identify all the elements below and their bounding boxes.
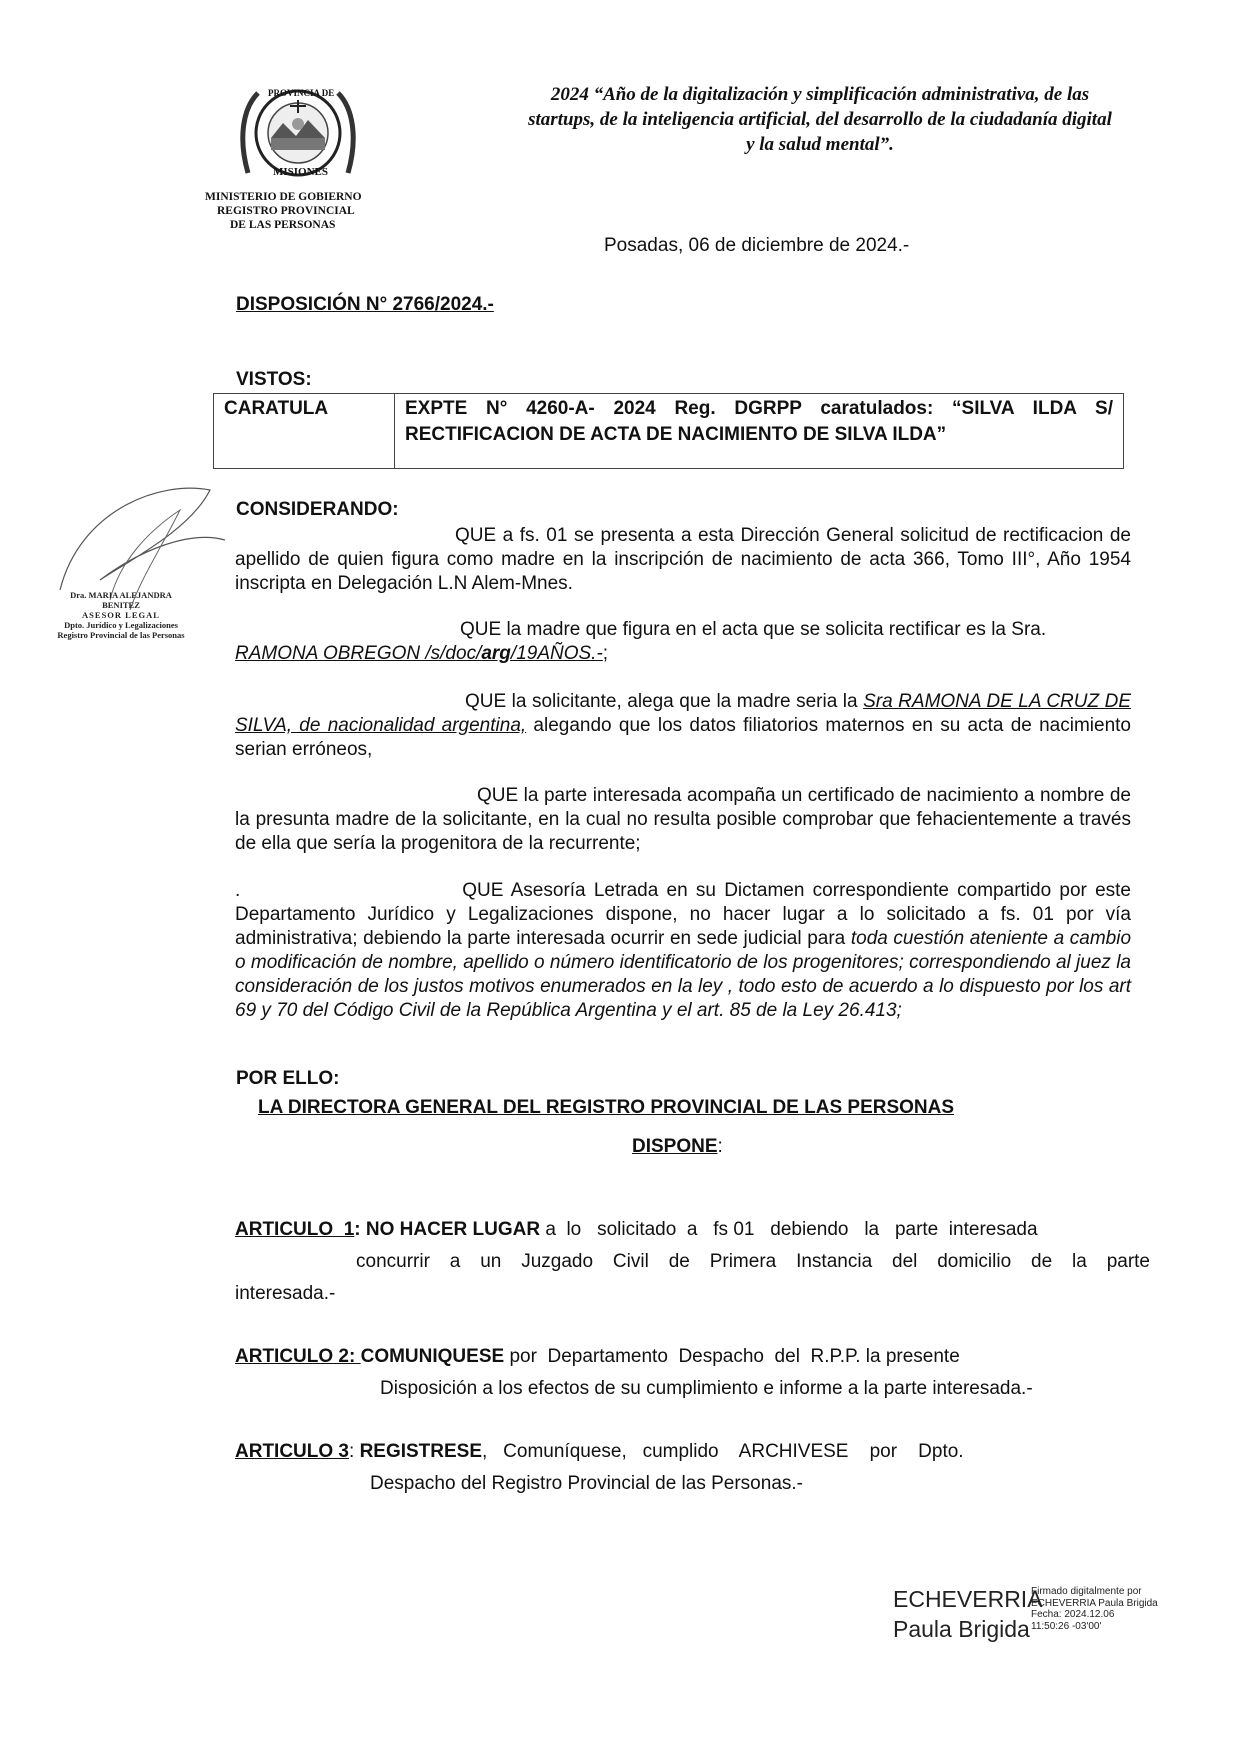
sig-meta-3: Fecha: 2024.12.06 [1031, 1609, 1115, 1620]
a3-line-2: Despacho del Registro Provincial de las Personas.- [370, 1473, 803, 1494]
p5-dot: . [235, 880, 241, 901]
por-ello-label: POR ELLO: [236, 1068, 340, 1089]
sig-meta-4: 11:50:26 -03'00' [1031, 1620, 1102, 1632]
digital-signature [893, 1584, 1183, 1644]
p2-age: /19AÑOS.- [510, 643, 603, 664]
p2-name: RAMONA OBREGON /s/doc/ [235, 643, 482, 664]
p3-text-a: QUE la solicitante, alega que la madre seria la [465, 691, 864, 712]
a2-line-1 [235, 1341, 1150, 1373]
document-date: Posadas, 06 de diciembre de 2024.- [604, 235, 910, 256]
stamp-line-1: Dra. MARIA ALEJANDRA BENITEZ [70, 590, 172, 610]
vistos-label: VISTOS: [236, 369, 312, 390]
articulo-3 [235, 1436, 1150, 1500]
ministry-line-3: DE LAS PERSONAS [230, 219, 336, 231]
ministry-line-2: REGISTRO PROVINCIAL [217, 205, 355, 217]
a1-line-1 [235, 1214, 1150, 1246]
a1-line-3: interesada.- [235, 1283, 336, 1304]
p3-mother-name: Sra RAMONA DE LA CRUZ DE SILVA, de nacionalidad argentina, [235, 691, 1131, 736]
dispone-word: DISPONE [632, 1136, 718, 1157]
considerando-paragraph-4: QUE la parte interesada acompaña un certificado de nacimiento a nombre de la presunta madre de la solicitante, en la cual no resulta posible comprobar que fehacientemente a través de ella que sería la progenitora de la recurrente; [235, 785, 1131, 854]
considerando-paragraph-2 [235, 618, 1131, 666]
a3-bold: REGISTRESE [359, 1441, 483, 1462]
a1-text: a lo solicitado a fs 01 debiendo la parte interesada [540, 1219, 1038, 1240]
considerando-label: CONSIDERANDO: [236, 499, 399, 520]
a3-line-1 [235, 1436, 1150, 1468]
a3-colon: : [349, 1441, 360, 1462]
directora-heading: LA DIRECTORA GENERAL DEL REGISTRO PROVINCIAL DE LAS PERSONAS [258, 1097, 955, 1118]
p2-line-1: QUE la madre que figura en el acta que se solicita rectificar es la Sra. [460, 619, 1047, 640]
motto-line-3: y la salud mental”. [746, 134, 894, 155]
p2-line-2 [235, 642, 1131, 666]
stamp-line-3: Dpto. Jurídico y Legalizaciones [64, 620, 178, 630]
a2-bold: COMUNIQUESE [360, 1346, 505, 1367]
p5-text-a: QUE Asesoría Letrada en su Dictamen correspondiente compartido por este Departamento Jurídico y Legalizaciones dispone, no hacer lugar a lo solicitado a fs. 01 por vía administrativa; debiendo la parte interesada ocurrir en sede judicial para [235, 880, 1131, 949]
a2-line-2: Disposición a los efectos de su cumplimiento e informe a la parte interesada.- [380, 1378, 1033, 1399]
sig-meta-2: ECHEVERRIA Paula Brigida [1031, 1597, 1158, 1609]
p2-end: ; [602, 643, 609, 664]
considerando-paragraph-5 [235, 879, 1131, 1023]
seal-text-top: PROVINCIA DE [268, 88, 335, 98]
p2-arg: arg [481, 643, 511, 664]
a1-line-2: concurrir a un Juzgado Civil de Primera Instancia del domicilio de la parte [356, 1251, 1150, 1272]
a1-label: ARTICULO 1 [235, 1219, 355, 1240]
dispone-colon: : [717, 1136, 723, 1157]
p3-text-c: alegando que los datos filiatorios maternos en su acta de nacimiento serian erróneos, [235, 715, 1131, 760]
sig-meta-1: Firmado digitalmente por [1031, 1586, 1142, 1597]
p5-text-b: toda cuestión ateniente a cambio o modificación de nombre, apellido o número identificatorio de los progenitores; correspondiendo al juez la consideración de los justos motivos enumerados en la ley , todo esto de acuerdo a lo dispuesto por los art 69 y 70 del Código Civil de la República Argentina y el art. 85 de la Ley 26.413; [235, 928, 1132, 1021]
a3-label: ARTICULO 3 [235, 1441, 349, 1462]
year-motto [470, 82, 1170, 157]
a2-text: por Departamento Despacho del R.P.P. la presente [504, 1346, 960, 1367]
signer-given-names: Paula Brigida [893, 1616, 1030, 1642]
motto-line-1: 2024 “Año de la digitalización y simplificación administrativa, de las [550, 84, 1090, 105]
caratula-text: EXPTE N° 4260-A- 2024 Reg. DGRPP caratulados: “SILVA ILDA S/ RECTIFICACION DE ACTA DE NACIMIENTO DE SILVA ILDA” [395, 394, 1124, 469]
a1-bold: NO HACER LUGAR [365, 1219, 541, 1240]
motto-line-2: startups, de la inteligencia artificial, del desarrollo de la ciudadanía digital [528, 109, 1112, 130]
signer-surname: ECHEVERRIA [893, 1586, 1043, 1612]
legal-advisor-stamp [56, 590, 186, 640]
caratula-table [213, 393, 1124, 469]
caratula-label: CARATULA [214, 394, 395, 469]
ministry-line-1: MINISTERIO DE GOBIERNO [205, 191, 362, 203]
dispone-heading [632, 1136, 723, 1158]
disposition-title: DISPOSICIÓN N° 2766/2024.- [236, 294, 494, 315]
stamp-line-2: ASESOR LEGAL [82, 610, 160, 620]
province-seal [238, 78, 358, 188]
articulo-2 [235, 1341, 1150, 1405]
signer-name [893, 1584, 1043, 1644]
signature-metadata [1031, 1586, 1181, 1632]
seal-text-bottom: MISIONES [273, 166, 329, 178]
considerando-paragraph-1: QUE a fs. 01 se presenta a esta Dirección General solicitud de rectificacion de apellido de quien figura como madre en la inscripción de nacimiento de acta 366, Tomo III°, Año 1954 inscripta en Delegación L.N Alem-Mnes. [235, 525, 1131, 594]
a1-colon: : [354, 1219, 366, 1240]
ministry-heading [205, 190, 390, 232]
considerando-paragraph-3 [235, 690, 1131, 762]
a2-label: ARTICULO 2: [235, 1346, 361, 1367]
articulo-1 [235, 1214, 1150, 1310]
a3-text: , Comuníquese, cumplido ARCHIVESE por Dpto. [482, 1441, 964, 1462]
stamp-line-4: Registro Provincial de las Personas [57, 630, 185, 640]
